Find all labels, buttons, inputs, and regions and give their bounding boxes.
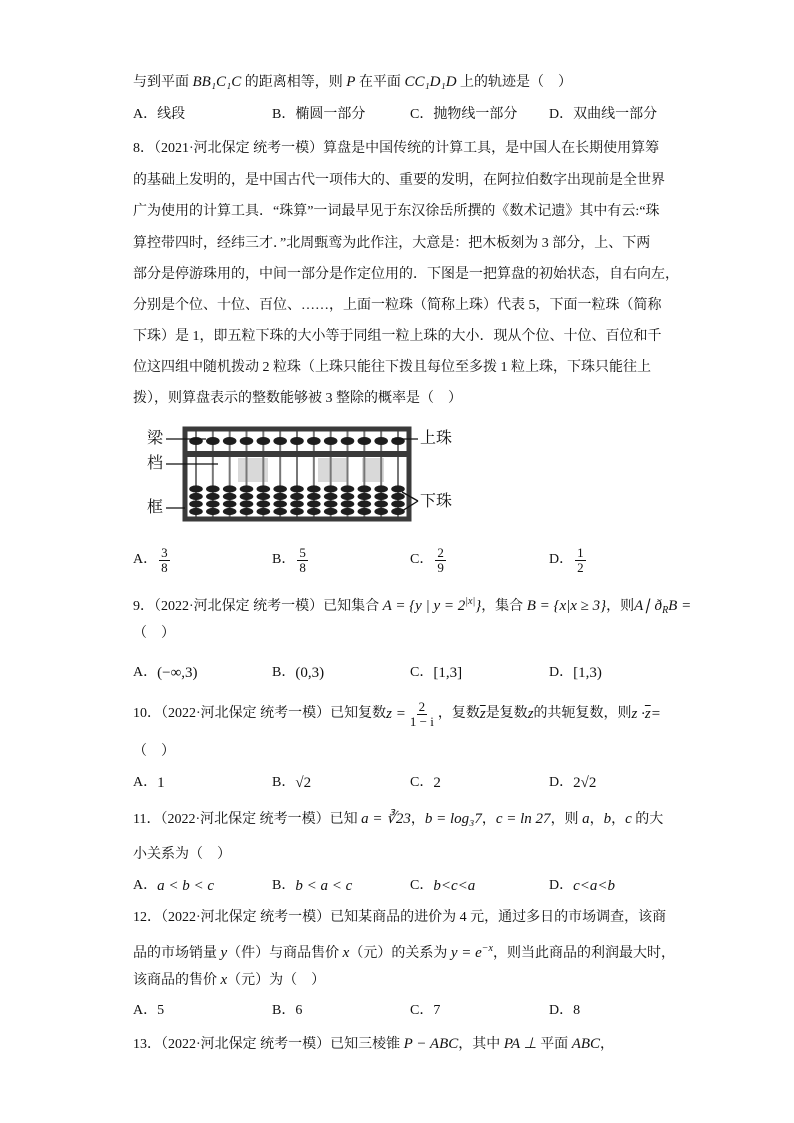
lower-bead	[341, 493, 355, 500]
math: A = {y | y = 2	[382, 598, 466, 614]
q10-line-2: （ ）	[133, 744, 175, 759]
math: c = ln 27	[495, 811, 551, 827]
option-value: 2√2	[573, 775, 597, 791]
upper-bead	[391, 437, 405, 445]
q8-option-b	[272, 543, 310, 577]
q8-line-1: 8．（2021·河北保定 统考一模）算盘是中国传统的计算工具，是中国人在长期使用算筹	[133, 141, 660, 156]
fraction	[159, 546, 170, 575]
q12-option-b: B．6	[272, 1003, 303, 1018]
lower-bead	[358, 493, 372, 500]
option-label: B．	[272, 775, 296, 790]
q8-option-c	[410, 543, 448, 577]
text: （元）为（ ）	[227, 973, 326, 988]
lower-bead	[257, 500, 271, 507]
label-upper-beads: 上珠	[420, 428, 453, 447]
upper-bead	[240, 437, 254, 445]
upper-bead	[358, 437, 372, 445]
q9-line-2: （ ）	[133, 626, 175, 641]
math: z =	[386, 706, 406, 722]
lower-bead	[374, 508, 388, 515]
upper-bead	[374, 437, 388, 445]
lower-bead	[341, 508, 355, 515]
text: ，	[589, 812, 604, 827]
q8-line-6: 分别是个位、十位、百位、……，上面一粒珠（简称上珠）代表 5，下面一粒珠（简称	[133, 298, 662, 313]
lower-bead	[240, 508, 254, 515]
lower-bead	[324, 500, 338, 507]
option-value: a < b < c	[157, 878, 215, 894]
text: 与到平面	[133, 75, 193, 90]
option-label: D．	[549, 665, 574, 680]
q10-option-b	[272, 773, 311, 793]
q12-line-3	[133, 970, 325, 991]
lower-bead	[223, 485, 237, 492]
math: BB₁C₁C	[192, 74, 242, 90]
math: b = log₃7	[424, 811, 482, 827]
math: }	[475, 598, 482, 614]
option-value: √2	[295, 775, 312, 791]
math: a	[582, 811, 590, 827]
text: 是复数	[485, 706, 528, 721]
upper-bead	[324, 437, 338, 445]
subscript: R	[662, 605, 669, 616]
q12-line-1: 12．（2022·河北保定 统考一模）已知某商品的进价为 4 元，通过多日的市场调查，该商	[133, 910, 667, 925]
option-label: D．	[549, 878, 574, 893]
upper-bead	[223, 437, 237, 445]
math: a = ∛23	[361, 811, 411, 827]
math: P − ABC	[403, 1036, 459, 1052]
denominator: 1 − i	[409, 713, 434, 729]
q12-line-2	[133, 939, 675, 964]
upper-bead	[307, 437, 321, 445]
lower-bead	[223, 493, 237, 500]
label-beam: 梁	[147, 428, 164, 447]
q11-option-d	[549, 876, 615, 896]
upper-bead	[257, 437, 271, 445]
option-label: C．	[410, 665, 434, 680]
math: b	[603, 811, 612, 827]
q9-option-b	[272, 663, 324, 683]
lower-bead	[240, 493, 254, 500]
text: 11．（2022·河北保定 统考一模）已知	[133, 812, 362, 827]
text: 上的轨迹是（ ）	[456, 75, 573, 90]
upper-bead	[189, 437, 203, 445]
q7-option-c: C．抛物线一部分	[410, 107, 518, 122]
q9-option-a	[133, 663, 198, 683]
denominator: 8	[299, 559, 306, 575]
text: ，	[600, 1037, 615, 1052]
math: y	[220, 945, 228, 961]
text: 10．（2022·河北保定 统考一模）已知复数	[133, 706, 387, 721]
lower-bead	[391, 493, 405, 500]
option-label: A．	[133, 552, 158, 567]
lower-bead	[307, 493, 321, 500]
q12-option-a: A．5	[133, 1003, 165, 1018]
q13-line-1	[133, 1034, 614, 1055]
text: 的大	[631, 812, 664, 827]
q10-option-c	[410, 773, 441, 793]
q8-line-9: 拨），则算盘表示的整数能够被 3 整除的概率是（ ）	[133, 391, 462, 406]
option-value: (0,3)	[295, 665, 325, 681]
abacus-figure	[140, 422, 460, 527]
text: ，	[481, 812, 496, 827]
lower-bead	[341, 485, 355, 492]
lower-bead	[374, 485, 388, 492]
q12-option-c: C．7	[410, 1003, 441, 1018]
math: z	[527, 706, 534, 722]
q11-option-a	[133, 876, 214, 896]
lower-bead	[290, 493, 304, 500]
lower-bead	[290, 500, 304, 507]
denominator: 8	[161, 559, 168, 575]
math: CC₁D₁D	[404, 74, 457, 90]
option-label: D．	[549, 775, 574, 790]
text: 9．（2022·河北保定 统考一模）已知集合	[133, 599, 383, 614]
lower-bead	[240, 485, 254, 492]
lower-bead	[324, 493, 338, 500]
lower-bead	[391, 485, 405, 492]
math-conjugate: $\overline{z}$	[644, 706, 651, 722]
text: 平面	[536, 1037, 572, 1052]
math: x	[342, 945, 350, 961]
text: ，复数	[437, 706, 480, 721]
lower-bead	[273, 500, 287, 507]
math: c	[625, 811, 632, 827]
numerator: 5	[299, 544, 306, 560]
fraction	[575, 546, 586, 575]
lower-bead	[223, 508, 237, 515]
denominator: 2	[577, 559, 584, 575]
option-value: [1,3]	[433, 665, 463, 681]
lower-bead	[206, 500, 220, 507]
option-value: b<c<a	[433, 878, 476, 894]
q10-line-1	[133, 697, 661, 731]
math: B =	[668, 598, 692, 614]
math: ABC	[571, 1036, 601, 1052]
q10-option-a	[133, 773, 165, 793]
q8-option-a	[133, 543, 172, 577]
fraction	[408, 700, 436, 729]
lower-bead	[324, 508, 338, 515]
lower-bead	[358, 485, 372, 492]
abacus-shade	[318, 458, 348, 482]
q8-line-8: 位这四组中随机拨动 2 粒珠（上珠只能往下拨且每位至多拨 1 粒上珠，下珠只能往上	[133, 360, 651, 375]
math: PA ⊥	[503, 1036, 537, 1052]
q11-line-1	[133, 809, 663, 830]
lower-bead	[358, 508, 372, 515]
q7-option-d: D．双曲线一部分	[549, 107, 658, 122]
lower-bead	[391, 508, 405, 515]
lower-bead	[307, 508, 321, 515]
text: ，集合	[481, 599, 527, 614]
lower-bead	[206, 485, 220, 492]
lower-bead	[189, 485, 203, 492]
text: （元）的关系为	[349, 946, 451, 961]
text: ，其中	[458, 1037, 504, 1052]
q7-option-b: B．椭圆一部分	[272, 107, 366, 122]
lower-bead	[290, 485, 304, 492]
option-label: A．	[133, 665, 158, 680]
q8-line-3: 广为使用的计算工具．“珠算”一词最早见于东汉徐岳所撰的《数术记遗》其中有云:“珠	[133, 204, 660, 219]
label-rod: 档	[147, 453, 164, 472]
q11-line-2: 小关系为（ ）	[133, 847, 231, 862]
lower-bead	[189, 493, 203, 500]
option-label: D．	[549, 552, 574, 567]
q9-option-c	[410, 663, 462, 683]
q12-option-d: D．8	[549, 1003, 581, 1018]
numerator: 2	[418, 698, 426, 714]
option-value: [1,3)	[573, 665, 602, 681]
fraction	[435, 546, 446, 575]
lower-bead	[374, 500, 388, 507]
q8-line-7: 下珠）是 1，即五粒下珠的大小等于同组一粒上珠的大小．现从个位、十位、百位和千	[133, 329, 662, 344]
lower-bead	[374, 493, 388, 500]
numerator: 2	[437, 544, 444, 560]
math: y = e	[450, 945, 482, 961]
option-value: 2	[433, 775, 441, 791]
lower-bead	[257, 508, 271, 515]
text: 的共轭复数，则	[533, 706, 632, 721]
lower-bead	[273, 508, 287, 515]
q9-option-d	[549, 663, 602, 683]
option-label: B．	[272, 665, 296, 680]
lower-bead	[358, 500, 372, 507]
q11-option-b	[272, 876, 352, 896]
q8-line-4: 算控带四时，经纬三才．”北周甄鸾为此作注，大意是：把木板刻为 3 部分，上、下两	[133, 236, 651, 251]
fraction	[297, 546, 308, 575]
option-label: A．	[133, 775, 158, 790]
label-frame: 框	[147, 497, 164, 516]
lower-bead	[307, 485, 321, 492]
option-label: C．	[410, 775, 434, 790]
text: ，	[410, 812, 425, 827]
lower-bead	[273, 485, 287, 492]
upper-bead	[290, 437, 304, 445]
lower-bead	[290, 508, 304, 515]
q8-line-5: 部分是停游珠用的，中间一部分是作定位用的．下图是一把算盘的初始状态，自右向左，	[133, 267, 679, 282]
lower-bead	[257, 493, 271, 500]
text: 该商品的售价	[133, 973, 221, 988]
option-value: (−∞,3)	[157, 665, 198, 681]
upper-bead	[341, 437, 355, 445]
superscript: −x	[481, 943, 493, 954]
math: z ·	[631, 706, 645, 722]
option-value: b < a < c	[295, 878, 353, 894]
option-label: A．	[133, 878, 158, 893]
abacus-beam	[185, 451, 409, 457]
math: =	[650, 706, 661, 722]
lower-bead	[341, 500, 355, 507]
q8-option-d	[549, 543, 588, 577]
q8-line-2: 的基础上发明的，是中国古代一项伟大的、重要的发明，在阿拉伯数字出现前是全世界	[133, 173, 665, 188]
text: ，则	[606, 599, 635, 614]
lower-bead	[189, 500, 203, 507]
lower-bead	[257, 485, 271, 492]
upper-bead	[273, 437, 287, 445]
text: 品的市场销量	[133, 946, 221, 961]
q11-option-c	[410, 876, 475, 896]
option-label: B．	[272, 552, 296, 567]
math: B = {x|x ≥ 3}	[526, 598, 607, 614]
label-lower-beads: 下珠	[420, 491, 453, 510]
upper-bead	[206, 437, 220, 445]
q10-option-d	[549, 773, 596, 793]
numerator: 3	[161, 544, 168, 560]
math: A∣ ð	[634, 598, 663, 614]
lower-bead	[324, 485, 338, 492]
option-value: c<a<b	[573, 878, 616, 894]
text: ，	[611, 812, 626, 827]
denominator: 9	[437, 559, 444, 575]
text: ，则当此商品的利润最大时，	[492, 946, 675, 961]
lower-bead	[273, 493, 287, 500]
lower-bead	[223, 500, 237, 507]
numerator: 1	[577, 544, 584, 560]
q7-line-1	[133, 72, 572, 93]
option-value: 1	[157, 775, 165, 791]
lower-bead	[206, 493, 220, 500]
math-conjugate: $\overline{z}$	[479, 706, 486, 722]
lower-bead	[240, 500, 254, 507]
superscript: |x|	[465, 596, 476, 607]
lower-bead	[391, 500, 405, 507]
q7-option-a: A．线段	[133, 107, 186, 122]
option-label: B．	[272, 878, 296, 893]
text: （件）与商品售价	[227, 946, 343, 961]
text: 在平面	[355, 75, 405, 90]
lower-bead	[206, 508, 220, 515]
text: 13．（2022·河北保定 统考一模）已知三棱锥	[133, 1037, 404, 1052]
text: 的距离相等，则	[241, 75, 347, 90]
text: ，则	[550, 812, 583, 827]
lower-bead	[189, 508, 203, 515]
math: P	[346, 74, 356, 90]
option-label: C．	[410, 878, 434, 893]
option-label: C．	[410, 552, 434, 567]
q9-line-1	[133, 592, 691, 621]
lower-bead	[307, 500, 321, 507]
math: x	[220, 972, 228, 988]
